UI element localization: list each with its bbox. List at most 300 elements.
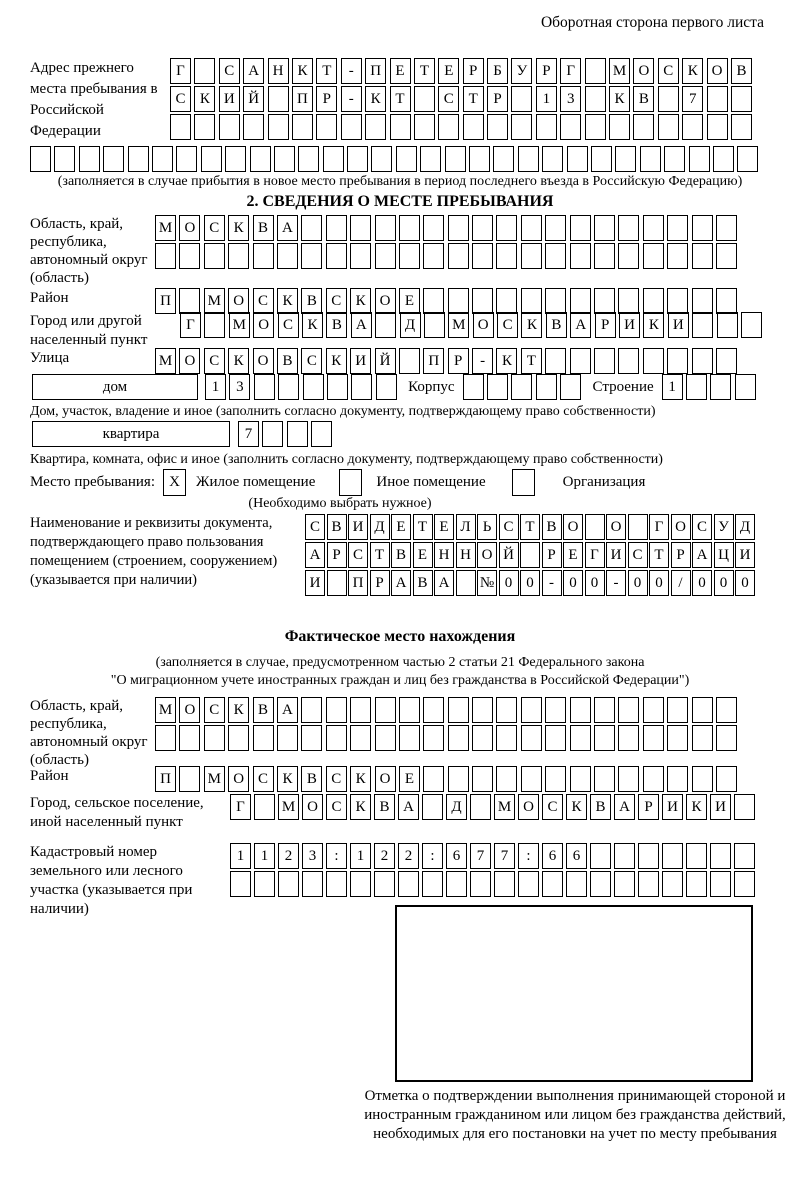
char-cell: П bbox=[348, 570, 368, 596]
char-cell bbox=[585, 514, 605, 540]
char-cell bbox=[520, 542, 540, 568]
char-cell bbox=[243, 114, 264, 140]
char-cell bbox=[560, 374, 581, 400]
char-cell bbox=[682, 114, 703, 140]
char-cell: С bbox=[326, 766, 347, 792]
char-cell: Т bbox=[370, 542, 390, 568]
char-cell: О bbox=[563, 514, 583, 540]
char-cell: И bbox=[348, 514, 368, 540]
char-cell bbox=[179, 288, 200, 314]
char-cell: С bbox=[253, 288, 274, 314]
char-cell bbox=[375, 725, 396, 751]
char-cell bbox=[327, 374, 348, 400]
actual-location-title: Фактическое место нахождения bbox=[284, 628, 516, 645]
region-block bbox=[30, 215, 740, 287]
char-cell bbox=[204, 243, 225, 269]
char-row bbox=[155, 766, 740, 792]
char-cell: Р bbox=[463, 58, 484, 84]
char-cell bbox=[643, 697, 664, 723]
char-cell bbox=[390, 114, 411, 140]
char-row bbox=[155, 697, 740, 723]
char-cell: Е bbox=[399, 288, 420, 314]
char-cell: Т bbox=[521, 348, 542, 374]
char-cell bbox=[707, 86, 728, 112]
char-cell: Р bbox=[638, 794, 659, 820]
char-cell bbox=[643, 766, 664, 792]
char-cell bbox=[545, 215, 566, 241]
char-cell: И bbox=[219, 86, 240, 112]
char-cell: К bbox=[228, 348, 249, 374]
char-cell bbox=[448, 288, 469, 314]
char-cell bbox=[734, 871, 755, 897]
char-cell: В bbox=[413, 570, 433, 596]
char-cell bbox=[278, 374, 299, 400]
char-cell: 0 bbox=[735, 570, 755, 596]
char-cell bbox=[692, 725, 713, 751]
char-cell bbox=[456, 570, 476, 596]
char-cell: - bbox=[606, 570, 626, 596]
char-cell: 7 bbox=[238, 421, 259, 447]
char-cell: А bbox=[277, 215, 298, 241]
stroenie-label: Строение bbox=[592, 379, 654, 395]
char-cell: М bbox=[204, 288, 225, 314]
char-cell bbox=[667, 215, 688, 241]
char-cell bbox=[521, 766, 542, 792]
char-cell: И bbox=[350, 348, 371, 374]
char-cell: О bbox=[606, 514, 626, 540]
char-cell: С bbox=[305, 514, 325, 540]
char-cell: О bbox=[633, 58, 654, 84]
char-cell bbox=[277, 725, 298, 751]
char-cell: И bbox=[710, 794, 731, 820]
char-cell bbox=[152, 146, 173, 172]
char-cell bbox=[423, 725, 444, 751]
char-cell bbox=[323, 146, 344, 172]
char-row bbox=[230, 794, 758, 820]
char-cell: Е bbox=[390, 58, 411, 84]
char-cell bbox=[287, 421, 308, 447]
char-cell: С bbox=[497, 312, 518, 338]
apartment-caption: Квартира, комната, офис и иное (заполнить согласно документу, подтверждающему право собственности) bbox=[30, 452, 663, 467]
checkbox-other-premises bbox=[339, 469, 362, 496]
char-cell bbox=[326, 725, 347, 751]
char-cell: М bbox=[155, 697, 176, 723]
char-cell bbox=[278, 871, 299, 897]
char-cell: В bbox=[327, 514, 347, 540]
char-cell: Г bbox=[180, 312, 201, 338]
char-cell: Е bbox=[563, 542, 583, 568]
char-cell bbox=[254, 871, 275, 897]
char-cell: А bbox=[614, 794, 635, 820]
char-row bbox=[170, 114, 755, 140]
char-cell: С bbox=[253, 766, 274, 792]
char-cell: В bbox=[253, 697, 274, 723]
char-cell bbox=[618, 766, 639, 792]
char-cell bbox=[445, 146, 466, 172]
char-cell: 7 bbox=[682, 86, 703, 112]
char-cell: В bbox=[301, 766, 322, 792]
char-cell bbox=[103, 146, 124, 172]
char-cell bbox=[301, 697, 322, 723]
char-cell: Т bbox=[520, 514, 540, 540]
char-cell bbox=[194, 58, 215, 84]
char-cell: П bbox=[423, 348, 444, 374]
char-cell bbox=[614, 871, 635, 897]
char-cell: О bbox=[477, 542, 497, 568]
char-cell: К bbox=[365, 86, 386, 112]
char-cell: 0 bbox=[563, 570, 583, 596]
char-cell: С bbox=[542, 794, 563, 820]
char-cell bbox=[347, 146, 368, 172]
house-row bbox=[32, 374, 759, 400]
char-cell: О bbox=[375, 288, 396, 314]
char-cell: К bbox=[302, 312, 323, 338]
char-cell: К bbox=[682, 58, 703, 84]
char-cell: С bbox=[204, 215, 225, 241]
apartment-cells bbox=[238, 421, 336, 447]
char-cell: С bbox=[326, 794, 347, 820]
char-cell: Р bbox=[448, 348, 469, 374]
char-cell: 1 bbox=[205, 374, 226, 400]
char-cell bbox=[521, 697, 542, 723]
char-cell bbox=[446, 871, 467, 897]
char-row bbox=[180, 312, 765, 338]
char-cell: С bbox=[499, 514, 519, 540]
char-cell: К bbox=[292, 58, 313, 84]
char-cell bbox=[707, 114, 728, 140]
char-cell: К bbox=[521, 312, 542, 338]
char-cell bbox=[399, 215, 420, 241]
char-cell bbox=[316, 114, 337, 140]
char-cell bbox=[717, 312, 738, 338]
char-cell: К bbox=[643, 312, 664, 338]
char-cell: О bbox=[518, 794, 539, 820]
char-cell bbox=[254, 374, 275, 400]
char-cell: Т bbox=[390, 86, 411, 112]
char-cell: С bbox=[204, 348, 225, 374]
char-cell bbox=[618, 697, 639, 723]
char-cell: Е bbox=[434, 514, 454, 540]
char-cell: 0 bbox=[585, 570, 605, 596]
char-cell bbox=[536, 114, 557, 140]
char-cell bbox=[716, 288, 737, 314]
char-cell bbox=[716, 766, 737, 792]
char-cell bbox=[521, 215, 542, 241]
char-cell bbox=[542, 146, 563, 172]
char-cell: В bbox=[374, 794, 395, 820]
char-cell bbox=[414, 86, 435, 112]
char-cell: А bbox=[570, 312, 591, 338]
char-cell: С bbox=[326, 288, 347, 314]
char-cell bbox=[618, 725, 639, 751]
char-cell bbox=[716, 243, 737, 269]
char-cell: Т bbox=[649, 542, 669, 568]
char-cell: В bbox=[391, 542, 411, 568]
actual-district-label: Район bbox=[30, 768, 69, 784]
char-cell: - bbox=[472, 348, 493, 374]
char-cell bbox=[667, 288, 688, 314]
char-cell bbox=[643, 725, 664, 751]
checkbox-residential: X bbox=[163, 469, 186, 496]
actual-city-label: Город, сельское поселение, иной населенный пункт bbox=[30, 795, 204, 830]
char-cell bbox=[487, 114, 508, 140]
char-cell: Г bbox=[170, 58, 191, 84]
char-cell bbox=[176, 146, 197, 172]
char-cell: 0 bbox=[628, 570, 648, 596]
char-cell bbox=[371, 146, 392, 172]
char-cell: Р bbox=[327, 542, 347, 568]
char-cell bbox=[54, 146, 75, 172]
char-cell: О bbox=[228, 766, 249, 792]
char-cell bbox=[609, 114, 630, 140]
char-cell: № bbox=[477, 570, 497, 596]
char-cell bbox=[692, 348, 713, 374]
option-organization-label: Организация bbox=[562, 474, 646, 490]
char-cell bbox=[570, 725, 591, 751]
char-cell bbox=[326, 215, 347, 241]
char-cell bbox=[365, 114, 386, 140]
char-cell: К bbox=[350, 288, 371, 314]
char-cell: В bbox=[590, 794, 611, 820]
char-cell: К bbox=[326, 348, 347, 374]
char-cell bbox=[230, 871, 251, 897]
char-cell: : bbox=[518, 843, 539, 869]
char-cell bbox=[692, 215, 713, 241]
char-cell bbox=[667, 348, 688, 374]
char-cell bbox=[716, 215, 737, 241]
char-cell: А bbox=[243, 58, 264, 84]
char-cell bbox=[463, 374, 484, 400]
char-cell: С bbox=[204, 697, 225, 723]
char-cell bbox=[741, 312, 762, 338]
char-cell: У bbox=[511, 58, 532, 84]
char-cell bbox=[463, 114, 484, 140]
char-cell: В bbox=[277, 348, 298, 374]
char-cell bbox=[518, 871, 539, 897]
actual-location-caption-1: (заполняется в случае, предусмотренном частью 2 статьи 21 Федерального закона bbox=[155, 655, 645, 670]
char-cell bbox=[643, 288, 664, 314]
char-cell bbox=[594, 725, 615, 751]
char-cell bbox=[311, 421, 332, 447]
char-cell: : bbox=[326, 843, 347, 869]
char-cell bbox=[277, 243, 298, 269]
char-cell: С bbox=[219, 58, 240, 84]
char-cell bbox=[423, 288, 444, 314]
char-cell: 7 bbox=[470, 843, 491, 869]
char-cell: 6 bbox=[542, 843, 563, 869]
char-cell: Р bbox=[671, 542, 691, 568]
char-cell bbox=[734, 794, 755, 820]
region-rows bbox=[155, 215, 740, 269]
char-cell bbox=[521, 288, 542, 314]
char-cell: 2 bbox=[278, 843, 299, 869]
char-cell: Ь bbox=[477, 514, 497, 540]
actual-region-label: Область, край, республика, автономный округ (область) bbox=[30, 698, 148, 768]
char-cell: О bbox=[179, 697, 200, 723]
char-cell: В bbox=[633, 86, 654, 112]
char-cell bbox=[594, 766, 615, 792]
char-cell bbox=[375, 697, 396, 723]
char-cell: М bbox=[155, 215, 176, 241]
char-cell bbox=[618, 288, 639, 314]
char-cell bbox=[219, 114, 240, 140]
char-cell: Р bbox=[370, 570, 390, 596]
char-cell: О bbox=[707, 58, 728, 84]
char-cell bbox=[686, 374, 707, 400]
char-cell: - bbox=[341, 58, 362, 84]
char-cell: А bbox=[277, 697, 298, 723]
char-cell: С bbox=[348, 542, 368, 568]
char-cell bbox=[545, 288, 566, 314]
char-cell bbox=[496, 766, 517, 792]
char-cell: 0 bbox=[692, 570, 712, 596]
char-cell bbox=[570, 215, 591, 241]
char-cell bbox=[618, 215, 639, 241]
actual-location-caption-2: "О миграционном учете иностранных граждан и лиц без гражданства в Российской Федерации") bbox=[110, 673, 690, 688]
char-cell bbox=[686, 871, 707, 897]
char-cell bbox=[662, 871, 683, 897]
char-cell: С bbox=[301, 348, 322, 374]
char-cell: Е bbox=[413, 542, 433, 568]
char-cell bbox=[179, 725, 200, 751]
char-cell: М bbox=[494, 794, 515, 820]
char-cell: Е bbox=[399, 766, 420, 792]
char-cell bbox=[472, 725, 493, 751]
char-cell: Г bbox=[560, 58, 581, 84]
char-cell: М bbox=[204, 766, 225, 792]
char-row bbox=[230, 843, 758, 869]
char-cell bbox=[713, 146, 734, 172]
char-cell: Н bbox=[456, 542, 476, 568]
char-cell bbox=[424, 312, 445, 338]
char-cell: Р bbox=[536, 58, 557, 84]
char-cell bbox=[570, 348, 591, 374]
char-cell bbox=[396, 146, 417, 172]
korpus-label: Корпус bbox=[408, 379, 455, 395]
char-cell bbox=[692, 312, 713, 338]
char-cell bbox=[570, 766, 591, 792]
char-cell: Л bbox=[456, 514, 476, 540]
char-row bbox=[155, 725, 740, 751]
char-cell bbox=[667, 725, 688, 751]
char-cell bbox=[545, 725, 566, 751]
char-cell bbox=[518, 146, 539, 172]
char-cell bbox=[686, 843, 707, 869]
char-cell bbox=[228, 243, 249, 269]
char-cell bbox=[496, 697, 517, 723]
char-cell: Г bbox=[230, 794, 251, 820]
char-row bbox=[305, 570, 757, 596]
actual-city-block bbox=[30, 794, 758, 832]
char-cell: Д bbox=[446, 794, 467, 820]
char-cell: 1 bbox=[662, 374, 683, 400]
char-cell bbox=[399, 348, 420, 374]
char-cell bbox=[487, 374, 508, 400]
char-cell bbox=[448, 243, 469, 269]
char-cell: К bbox=[350, 766, 371, 792]
char-cell bbox=[350, 697, 371, 723]
char-cell bbox=[375, 215, 396, 241]
char-cell bbox=[731, 86, 752, 112]
char-cell bbox=[521, 725, 542, 751]
char-cell bbox=[274, 146, 295, 172]
char-cell bbox=[735, 374, 756, 400]
char-cell bbox=[201, 146, 222, 172]
char-cell: С bbox=[658, 58, 679, 84]
char-cell bbox=[658, 86, 679, 112]
char-cell bbox=[350, 243, 371, 269]
char-cell bbox=[614, 843, 635, 869]
previous-address-label: Адрес прежнего места пребывания в Российской Федерации bbox=[30, 60, 158, 139]
char-cell: 6 bbox=[446, 843, 467, 869]
char-cell bbox=[292, 114, 313, 140]
section2-title: 2. СВЕДЕНИЯ О МЕСТЕ ПРЕБЫВАНИЯ bbox=[246, 193, 554, 210]
char-cell: А bbox=[398, 794, 419, 820]
char-cell bbox=[79, 146, 100, 172]
char-cell: К bbox=[277, 288, 298, 314]
char-cell: М bbox=[448, 312, 469, 338]
char-cell bbox=[472, 766, 493, 792]
char-cell: - bbox=[341, 86, 362, 112]
document-block bbox=[30, 514, 757, 596]
char-cell bbox=[615, 146, 636, 172]
char-cell bbox=[376, 374, 397, 400]
char-cell bbox=[570, 288, 591, 314]
char-cell bbox=[618, 348, 639, 374]
confirmation-stamp-box bbox=[395, 905, 753, 1082]
char-cell bbox=[545, 348, 566, 374]
char-cell: М bbox=[155, 348, 176, 374]
char-cell bbox=[375, 243, 396, 269]
char-cell bbox=[664, 146, 685, 172]
char-cell bbox=[303, 374, 324, 400]
char-cell: П bbox=[365, 58, 386, 84]
char-cell bbox=[643, 243, 664, 269]
char-cell: Г bbox=[649, 514, 669, 540]
char-cell bbox=[496, 215, 517, 241]
char-cell bbox=[472, 288, 493, 314]
char-cell bbox=[633, 114, 654, 140]
char-cell bbox=[225, 146, 246, 172]
char-cell: К bbox=[228, 697, 249, 723]
char-cell bbox=[327, 570, 347, 596]
char-cell bbox=[536, 374, 557, 400]
char-cell bbox=[521, 243, 542, 269]
char-cell: Р bbox=[487, 86, 508, 112]
char-cell: О bbox=[253, 312, 274, 338]
char-cell bbox=[204, 725, 225, 751]
char-cell: И bbox=[619, 312, 640, 338]
previous-address-overflow-row bbox=[30, 146, 762, 172]
char-cell bbox=[594, 288, 615, 314]
char-cell bbox=[716, 697, 737, 723]
char-cell: Й bbox=[499, 542, 519, 568]
char-cell: М bbox=[229, 312, 250, 338]
char-cell bbox=[472, 697, 493, 723]
char-cell bbox=[301, 725, 322, 751]
char-cell bbox=[423, 697, 444, 723]
char-cell: 6 bbox=[566, 843, 587, 869]
char-cell: Н bbox=[434, 542, 454, 568]
char-cell bbox=[326, 697, 347, 723]
char-cell: Г bbox=[585, 542, 605, 568]
char-cell bbox=[448, 697, 469, 723]
house-number-cells bbox=[205, 374, 400, 400]
char-cell bbox=[268, 86, 289, 112]
char-cell bbox=[374, 871, 395, 897]
char-cell bbox=[734, 843, 755, 869]
char-cell bbox=[422, 794, 443, 820]
